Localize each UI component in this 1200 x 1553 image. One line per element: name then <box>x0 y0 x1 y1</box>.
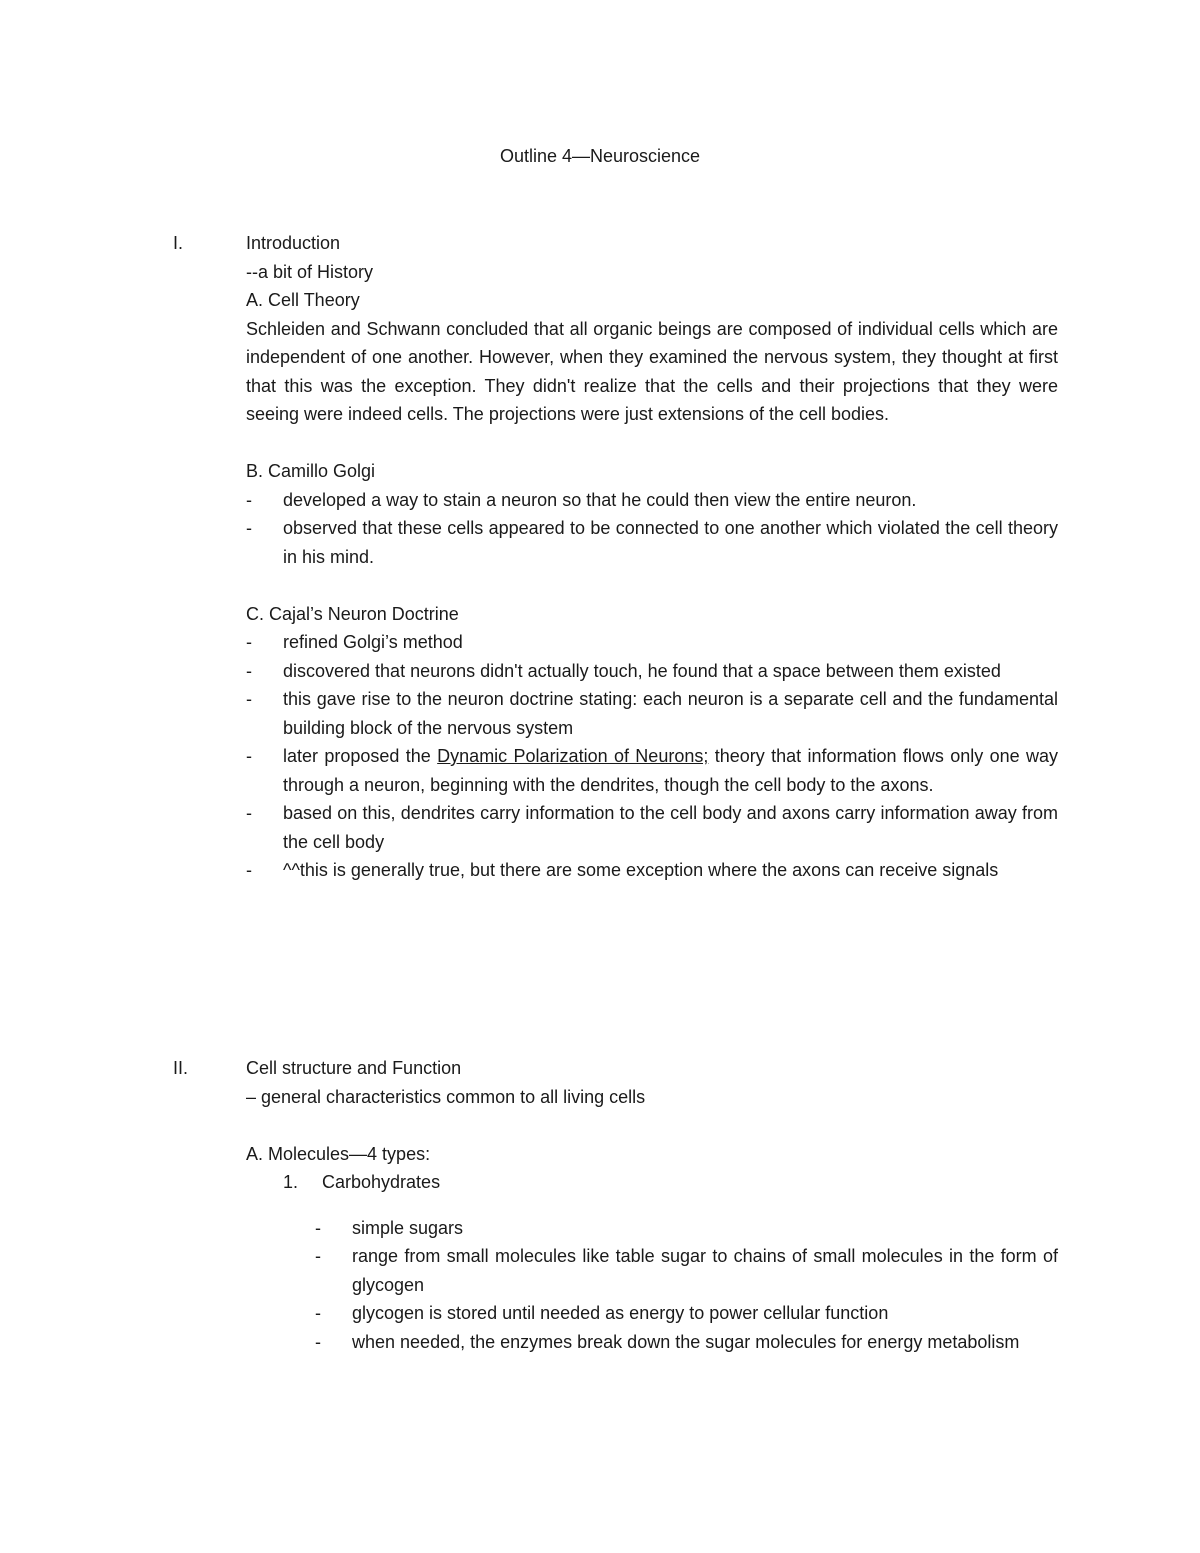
cell-theory-paragraph: Schleiden and Schwann concluded that all organic beings are composed of individual cells which are independent of one another. However, when they examined the nervous system, they thought at first that this was the exception. They didn't realize that the cells and their projections that they were seeing were indeed cells. The projections were just extensions of the cell bodies. <box>246 318 1058 424</box>
list-item: - ^^this is generally true, but there are some exception where the axons can receive signals <box>246 860 999 880</box>
list-item: - this gave rise to the neuron doctrine stating: each neuron is a separate cell and the fundamental building block of the nervous system <box>246 689 1058 738</box>
list-item: - range from small molecules like table sugar to chains of small molecules in the form of glycogen <box>315 1246 1058 1295</box>
carb-bullet-2: range from small molecules like table sugar to chains of small molecules in the form of glycogen <box>352 1246 1058 1295</box>
section-2 <box>246 1054 1058 1356</box>
cajal-bullet-2: discovered that neurons didn't actually touch, he found that a space between them existed <box>283 660 1001 681</box>
section-2-subheading: – general characteristics common to all living cells <box>246 1086 646 1107</box>
polarization-prefix: later proposed the <box>283 746 438 766</box>
section-1-numeral: I. <box>173 233 184 253</box>
cell-theory-heading: A. Cell Theory <box>246 290 360 310</box>
section-1 <box>246 229 1058 885</box>
list-item: - later proposed the Dynamic Polarization of Neurons; theory that information flows only one way through a neuron, beginning with the dendrites, though the cell body to the axons. <box>246 746 1059 795</box>
list-item: - when needed, the enzymes break down the sugar molecules for energy metabolism <box>315 1331 1020 1352</box>
carbohydrates-number: 1. <box>283 1172 299 1192</box>
carb-bullet-3: glycogen is stored until needed as energy to power cellular function <box>352 1303 889 1323</box>
section-1-heading: Introduction <box>246 233 341 253</box>
golgi-heading: B. Camillo Golgi <box>246 461 376 481</box>
section-2-heading: Cell structure and Function <box>246 1058 462 1078</box>
cajal-bullet-5: based on this, dendrites carry information to the cell body and axons carry information away from the cell body <box>283 803 1058 852</box>
list-item: - simple sugars <box>315 1217 464 1238</box>
section-1-subheading: --a bit of History <box>246 261 374 282</box>
cajal-bullet-3: this gave rise to the neuron doctrine stating: each neuron is a separate cell and the fundamental building block of the nervous system <box>283 689 1058 738</box>
list-item: - refined Golgi’s method <box>246 632 463 652</box>
carbohydrates-item <box>246 1168 1058 1197</box>
list-item: - glycogen is stored until needed as energy to power cellular function <box>315 1303 889 1323</box>
golgi-bullet-2: observed that these cells appeared to be connected to one another which violated the cell theory in his mind. <box>283 518 1058 567</box>
list-item: - based on this, dendrites carry information to the cell body and axons carry information away from the cell body <box>246 803 1058 852</box>
molecules-heading: A. Molecules—4 types: <box>246 1143 431 1164</box>
polarization-rest: theory that information flows only one way through a neuron, beginning with the dendrites, though the cell body to the axons. <box>283 746 1059 795</box>
list-item: - discovered that neurons didn't actually touch, he found that a space between them existed <box>246 660 1001 681</box>
cajal-bullet-6: ^^this is generally true, but there are some exception where the axons can receive signals <box>283 860 999 880</box>
list-item: - observed that these cells appeared to be connected to one another which violated the cell theory in his mind. <box>246 518 1058 567</box>
cajal-bullet-1: refined Golgi’s method <box>283 632 463 652</box>
list-item: - developed a way to stain a neuron so that he could then view the entire neuron. <box>246 489 917 510</box>
carbohydrates-label: Carbohydrates <box>322 1172 441 1192</box>
carb-bullet-1: simple sugars <box>352 1217 464 1238</box>
section-2-numeral: II. <box>173 1058 189 1078</box>
polarization-term: Dynamic Polarization of Neurons; <box>437 746 709 766</box>
carbohydrates-bullets <box>246 1214 1058 1357</box>
carb-bullet-4: when needed, the enzymes break down the sugar molecules for energy metabolism <box>352 1331 1020 1352</box>
page-title: Outline 4—Neuroscience <box>499 146 701 166</box>
cajal-heading: C. Cajal’s Neuron Doctrine <box>246 603 459 624</box>
golgi-bullet-1: developed a way to stain a neuron so that he could then view the entire neuron. <box>283 489 917 510</box>
